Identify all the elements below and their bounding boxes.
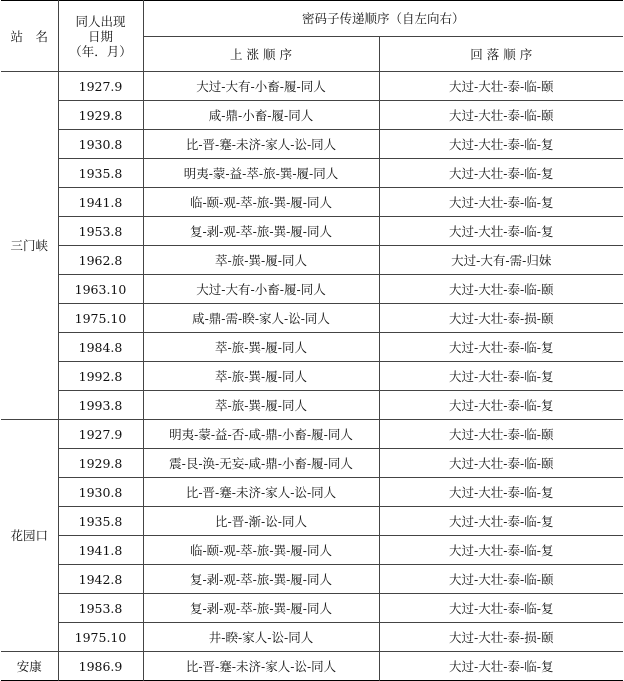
date-cell: 1975.10 xyxy=(58,623,143,652)
date-cell: 1942.8 xyxy=(58,565,143,594)
rise-sequence-cell: 复-剥-观-萃-旅-巽-履-同人 xyxy=(143,594,379,623)
rise-sequence-cell: 萃-旅-巽-履-同人 xyxy=(143,391,379,420)
rise-sequence-cell: 比-晋-蹇-未济-家人-讼-同人 xyxy=(143,130,379,159)
fall-sequence-cell: 大过-大壮-泰-临-颐 xyxy=(379,275,623,304)
table-row xyxy=(1,565,623,594)
date-cell: 1975.10 xyxy=(58,304,143,333)
rise-sequence-cell: 明夷-蒙-益-否-咸-鼎-小畜-履-同人 xyxy=(143,420,379,449)
date-cell: 1993.8 xyxy=(58,391,143,420)
header-date-line-1: 同人出现 xyxy=(75,13,126,29)
rise-sequence-cell: 比-晋-渐-讼-同人 xyxy=(143,507,379,536)
table-row xyxy=(1,130,623,159)
fall-sequence-cell: 大过-大壮-泰-临-复 xyxy=(379,391,623,420)
rise-sequence-cell: 咸-鼎-需-睽-家人-讼-同人 xyxy=(143,304,379,333)
table-row xyxy=(1,478,623,507)
table-row xyxy=(1,536,623,565)
rise-sequence-cell: 复-剥-观-萃-旅-巽-履-同人 xyxy=(143,217,379,246)
fall-sequence-cell: 大过-大壮-泰-临-复 xyxy=(379,217,623,246)
rise-sequence-cell: 临-颐-观-萃-旅-巽-履-同人 xyxy=(143,188,379,217)
table-row xyxy=(1,217,623,246)
rise-sequence-cell: 明夷-蒙-益-萃-旅-巽-履-同人 xyxy=(143,159,379,188)
fall-sequence-cell: 大过-大壮-泰-临-颐 xyxy=(379,101,623,130)
date-cell: 1929.8 xyxy=(58,101,143,130)
rise-sequence-cell: 大过-大有-小畜-履-同人 xyxy=(143,275,379,304)
table-row xyxy=(1,72,623,101)
fall-sequence-cell: 大过-大壮-泰-临-颐 xyxy=(379,449,623,478)
fall-sequence-cell: 大过-大壮-泰-临-复 xyxy=(379,594,623,623)
fall-sequence-cell: 大过-大壮-泰-临-复 xyxy=(379,159,623,188)
fall-sequence-cell: 大过-大壮-泰-临-复 xyxy=(379,130,623,159)
fall-sequence-cell: 大过-大壮-泰-损-颐 xyxy=(379,304,623,333)
date-cell: 1953.8 xyxy=(58,594,143,623)
rise-sequence-cell: 临-颐-观-萃-旅-巽-履-同人 xyxy=(143,536,379,565)
table-row xyxy=(1,623,623,652)
date-cell: 1927.9 xyxy=(58,420,143,449)
fall-sequence-cell: 大过-大壮-泰-临-复 xyxy=(379,333,623,362)
table-row xyxy=(1,594,623,623)
fall-sequence-cell: 大过-大壮-泰-临-复 xyxy=(379,362,623,391)
date-cell: 1941.8 xyxy=(58,188,143,217)
date-cell: 1984.8 xyxy=(58,333,143,362)
fall-sequence-cell: 大过-大壮-泰-临-复 xyxy=(379,507,623,536)
table-row xyxy=(1,246,623,275)
station-name: 安康 xyxy=(1,652,58,681)
header-date-line-3: （年．月） xyxy=(69,43,132,59)
date-cell: 1935.8 xyxy=(58,507,143,536)
date-cell: 1986.9 xyxy=(58,652,143,681)
rise-sequence-cell: 萃-旅-巽-履-同人 xyxy=(143,333,379,362)
date-cell: 1941.8 xyxy=(58,536,143,565)
date-cell: 1962.8 xyxy=(58,246,143,275)
fall-sequence-cell: 大过-大壮-泰-临-复 xyxy=(379,652,623,681)
table-header xyxy=(1,1,623,72)
table-body xyxy=(1,72,623,681)
date-cell: 1992.8 xyxy=(58,362,143,391)
rise-sequence-cell: 复-剥-观-萃-旅-巽-履-同人 xyxy=(143,565,379,594)
table-row xyxy=(1,275,623,304)
table-row xyxy=(1,420,623,449)
station-name: 花园口 xyxy=(1,420,58,652)
rise-sequence-cell: 比-晋-蹇-未济-家人-讼-同人 xyxy=(143,652,379,681)
table-row xyxy=(1,159,623,188)
fall-sequence-cell: 大过-大壮-泰-临-颐 xyxy=(379,565,623,594)
table-row xyxy=(1,101,623,130)
table-row xyxy=(1,362,623,391)
table-row xyxy=(1,652,623,681)
fall-sequence-cell: 大过-大壮-泰-临-颐 xyxy=(379,420,623,449)
rise-sequence-cell: 比-晋-蹇-未济-家人-讼-同人 xyxy=(143,478,379,507)
fall-sequence-cell: 大过-大壮-泰-临-复 xyxy=(379,478,623,507)
header-date-line-2: 日期 xyxy=(87,28,113,44)
date-cell: 1930.8 xyxy=(58,130,143,159)
table-row xyxy=(1,304,623,333)
header-sequence: 密码子传递顺序（自左向右） xyxy=(143,1,623,37)
table-row xyxy=(1,391,623,420)
rise-sequence-cell: 大过-大有-小畜-履-同人 xyxy=(143,72,379,101)
station-name: 三门峡 xyxy=(1,72,58,420)
header-station: 站 名 xyxy=(10,28,48,44)
fall-sequence-cell: 大过-大壮-泰-临-复 xyxy=(379,536,623,565)
date-cell: 1930.8 xyxy=(58,478,143,507)
date-cell: 1953.8 xyxy=(58,217,143,246)
header-rise: 上 涨 顺 序 xyxy=(143,37,379,72)
fall-sequence-cell: 大过-大壮-泰-临-颐 xyxy=(379,72,623,101)
date-cell: 1929.8 xyxy=(58,449,143,478)
table-row xyxy=(1,188,623,217)
rise-sequence-cell: 震-艮-涣-无妄-咸-鼎-小畜-履-同人 xyxy=(143,449,379,478)
rise-sequence-cell: 咸-鼎-小畜-履-同人 xyxy=(143,101,379,130)
date-cell: 1963.10 xyxy=(58,275,143,304)
hexagram-sequence-table xyxy=(1,0,623,681)
header-date xyxy=(58,1,143,72)
rise-sequence-cell: 萃-旅-巽-履-同人 xyxy=(143,246,379,275)
header-fall: 回 落 顺 序 xyxy=(379,37,623,72)
table-row xyxy=(1,333,623,362)
table-row xyxy=(1,507,623,536)
fall-sequence-cell: 大过-大壮-泰-临-复 xyxy=(379,188,623,217)
fall-sequence-cell: 大过-大壮-泰-损-颐 xyxy=(379,623,623,652)
rise-sequence-cell: 井-睽-家人-讼-同人 xyxy=(143,623,379,652)
fall-sequence-cell: 大过-大有-需-归妹 xyxy=(379,246,623,275)
rise-sequence-cell: 萃-旅-巽-履-同人 xyxy=(143,362,379,391)
table-row xyxy=(1,449,623,478)
date-cell: 1935.8 xyxy=(58,159,143,188)
date-cell: 1927.9 xyxy=(58,72,143,101)
